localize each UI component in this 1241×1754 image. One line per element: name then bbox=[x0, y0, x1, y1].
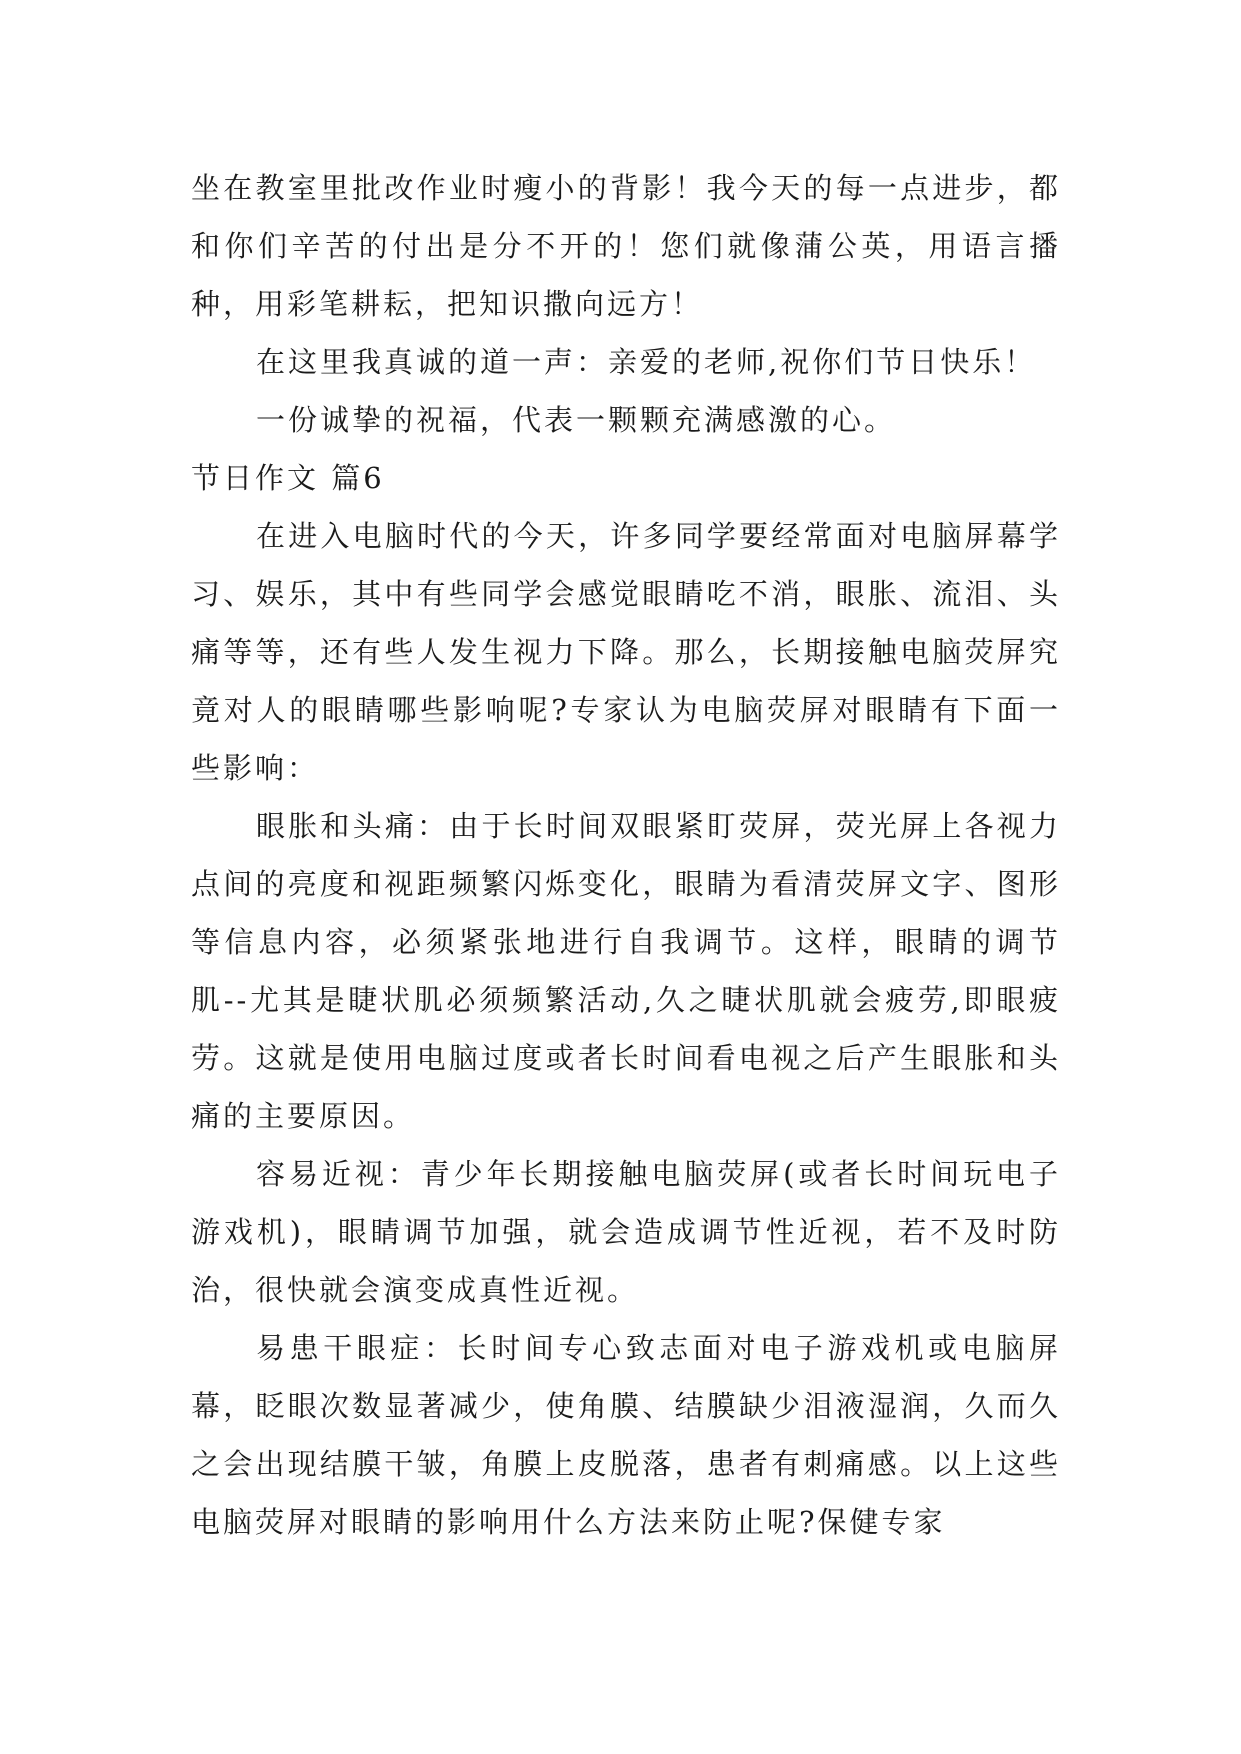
paragraph-dry-eye: 易患干眼症：长时间专心致志面对电子游戏机或电脑屏幕，眨眼次数显著减少，使角膜、结膜缺少泪液湿润，久而久之会出现结膜干皱，角膜上皮脱落，患者有刺痛感。以上这些电脑荧屏对眼睛的影响用什么方法来防止呢?保健专家 bbox=[191, 1331, 1061, 1539]
document-body bbox=[191, 159, 1061, 1551]
paragraph-myopia: 容易近视：青少年长期接触电脑荧屏(或者长时间玩电子游戏机)，眼睛调节加强，就会造成调节性近视，若不及时防治，很快就会演变成真性近视。 bbox=[191, 1157, 1061, 1307]
section-heading: 节日作文 篇6 bbox=[191, 461, 385, 495]
paragraph-eye-strain: 眼胀和头痛：由于长时间双眼紧盯荧屏，荧光屏上各视力点间的亮度和视距频繁闪烁变化，眼睛为看清荧屏文字、图形等信息内容，必须紧张地进行自我调节。这样，眼睛的调节肌--尤其是睫状肌必须频繁活动,久之睫状肌就会疲劳,即眼疲劳。这就是使用电脑过度或者长时间看电视之后产生眼胀和头痛的主要原因。 bbox=[191, 809, 1061, 1133]
paragraph-intro: 在进入电脑时代的今天，许多同学要经常面对电脑屏幕学习、娱乐，其中有些同学会感觉眼睛吃不消，眼胀、流泪、头痛等等，还有些人发生视力下降。那么，长期接触电脑荧屏究竟对人的眼睛哪些影响呢?专家认为电脑荧屏对眼睛有下面一些影响： bbox=[191, 519, 1061, 785]
paragraph-closing: 一份诚挚的祝福，代表一颗颗充满感激的心。 bbox=[256, 403, 897, 437]
paragraph-continued: 坐在教室里批改作业时瘦小的背影！我今天的每一点进步，都和你们辛苦的付出是分不开的！您们就像蒲公英，用语言播种，用彩笔耕耘，把知识撒向远方！ bbox=[191, 171, 1061, 321]
paragraph-greeting: 在这里我真诚的道一声：亲爱的老师,祝你们节日快乐！ bbox=[256, 345, 1037, 379]
